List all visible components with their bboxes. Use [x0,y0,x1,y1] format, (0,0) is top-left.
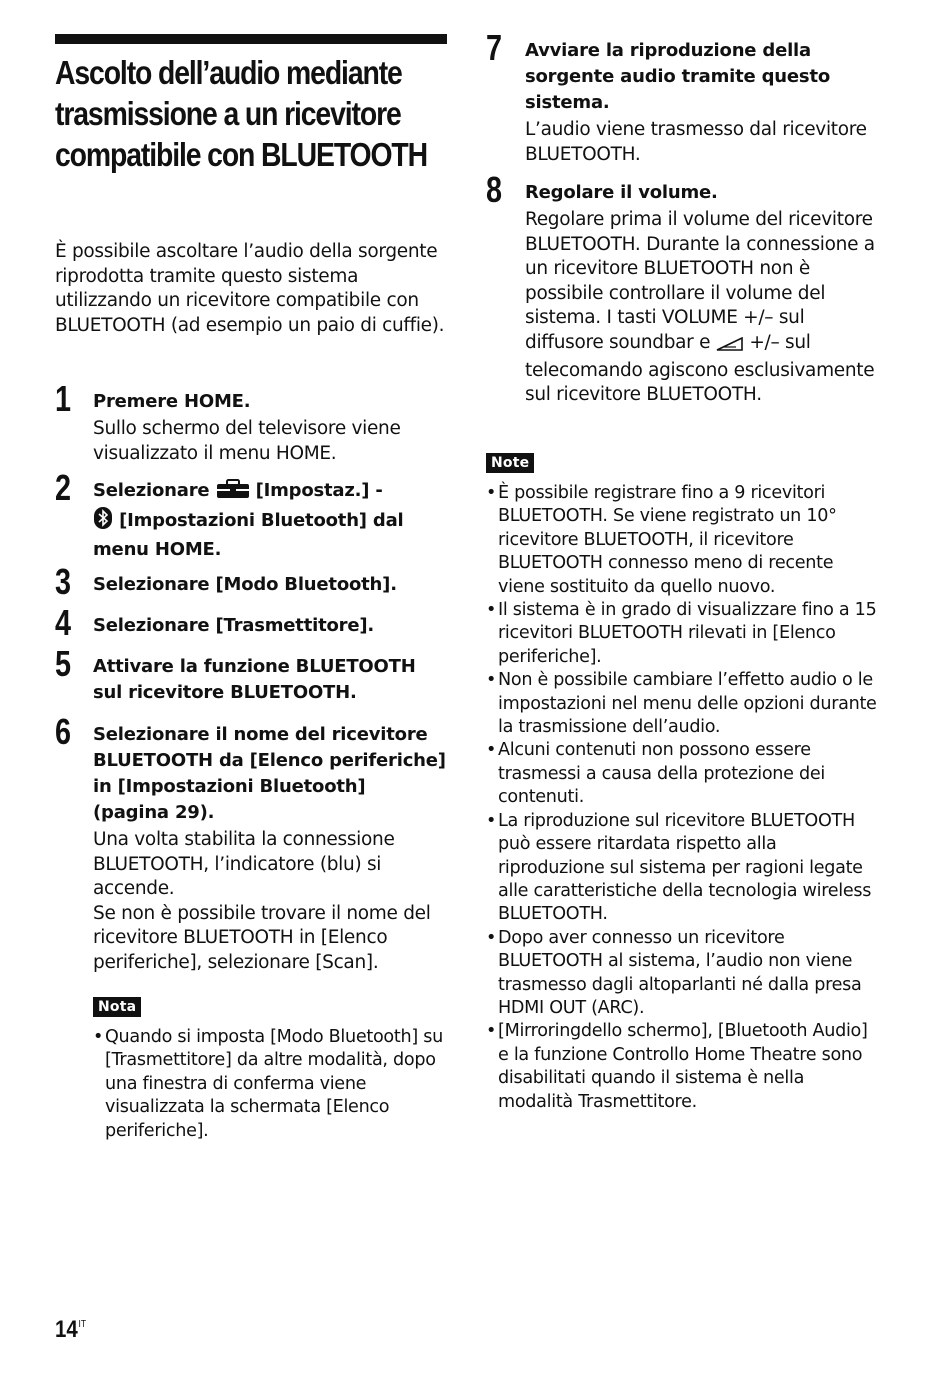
step-body: L’audio viene trasmesso dal ricevitore BLUETOOTH. [525,119,867,165]
step-number: 7 [486,27,503,68]
intro-paragraph: È possibile ascoltare l’audio della sorgente riprodotta tramite questo sistema utilizzando un ricevitore compatibile con BLUETOOTH (ad esempio un paio di cuffie). [55,241,445,336]
page-title: Ascolto dell’audio mediante trasmissione a un ricevitore compatibile con BLUETOOTH [55,54,428,173]
step-body-part: +/– sul telecomando agiscono esclusivamente sul ricevitore BLUETOOTH. [525,331,875,406]
step-heading: Selezionare il nome del ricevitore BLUETOOTH da [Elenco periferiche] in [Impostazioni Bluetooth] (pagina 29). [93,724,446,823]
list-item: • La riproduzione sul ricevitore BLUETOOTH può essere ritardata rispetto alla riproduzione sul sistema per ragioni legate alle caratteristiche della tecnologia wireless BLUETOOTH. [486,810,881,927]
list-item: • È possibile registrare fino a 9 ricevitori BLUETOOTH. Se viene registrato un 10° ricevitore BLUETOOTH, il ricevitore BLUETOOTH connesso meno di recente viene sostituito da quello nuovo. [486,482,881,599]
title-rule [55,34,447,44]
list-item: • Non è possibile cambiare l’effetto audio o le impostazioni nel menu delle opzioni durante la trasmissione dell’audio. [486,669,881,739]
step-heading: Premere HOME. [93,391,251,412]
note-badge: Note [486,453,534,473]
page-number [55,1316,86,1344]
step-number: 6 [55,711,72,752]
list-item: • Il sistema è in grado di visualizzare fino a 15 ricevitori BLUETOOTH rilevati in [Elenco periferiche]. [486,599,881,669]
step-body: Una volta stabilita la connessione BLUETOOTH, l’indicatore (blu) si accende. [93,829,395,900]
step-number: 1 [55,378,72,419]
step-number: 4 [55,602,72,643]
bluetooth-icon [93,507,113,537]
step-heading-part: [Impostazioni Bluetooth] dal menu HOME. [93,510,404,560]
step-7 [486,27,881,167]
list-item: • Dopo aver connesso un ricevitore BLUETOOTH al sistema, l’audio non viene trasmesso dagli altoparlanti né dalla presa HDMI OUT (ARC). [486,927,881,1021]
step-number: 3 [55,561,72,602]
step-body [525,208,881,408]
step-heading: Selezionare [Trasmettitore]. [93,615,375,636]
nota-badge: Nota [93,997,141,1017]
step-heading: Attivare la funzione BLUETOOTH sul ricevitore BLUETOOTH. [93,656,416,703]
step-heading: Regolare il volume. [525,182,718,203]
step-6 [55,711,447,976]
step-number: 2 [55,467,72,508]
step-number: 5 [55,643,72,684]
step-heading-part: Selezionare [93,480,210,501]
step-number: 8 [486,169,503,210]
list-item: • [Mirroringdello schermo], [Bluetooth Audio] e la funzione Controllo Home Theatre sono disabilitati quando il sistema è nella modalità Trasmettitore. [486,1020,881,1114]
step-3 [55,561,447,602]
step-4 [55,602,447,643]
nota-list [93,1026,447,1143]
step-5 [55,643,447,706]
step-body: Se non è possibile trovare il nome del ricevitore BLUETOOTH in [Elenco periferiche], selezionare [Scan]. [93,902,431,973]
step-heading: Avviare la riproduzione della sorgente audio tramite questo sistema. [525,40,831,113]
list-item: • Alcuni contenuti non possono essere trasmessi a causa della protezione dei contenuti. [486,739,881,809]
page-number-value: 14 [55,1316,78,1343]
step-heading [93,478,447,563]
step-heading-part: [Impostaz.] - [255,480,383,501]
volume-triangle-icon [716,334,744,359]
step-8 [486,169,881,408]
step-2 [55,467,447,563]
step-1 [55,378,447,466]
note-list [486,482,881,1114]
page-language-code: IT [78,1319,87,1330]
step-body-part: Regolare prima il volume del ricevitore BLUETOOTH. Durante la connessione a un ricevitore BLUETOOTH non è possibile controllare il volume del sistema. I tasti VOLUME +/– sul diffusore soundbar e [525,209,875,353]
list-item: • Quando si imposta [Modo Bluetooth] su [Trasmettitore] da altre modalità, dopo una finestra di conferma viene visualizzata la schermata [Elenco periferiche]. [93,1026,447,1143]
step-heading: Selezionare [Modo Bluetooth]. [93,574,397,595]
step-body: Sullo schermo del televisore viene visualizzato il menu HOME. [93,418,401,464]
toolbox-icon [216,479,250,507]
